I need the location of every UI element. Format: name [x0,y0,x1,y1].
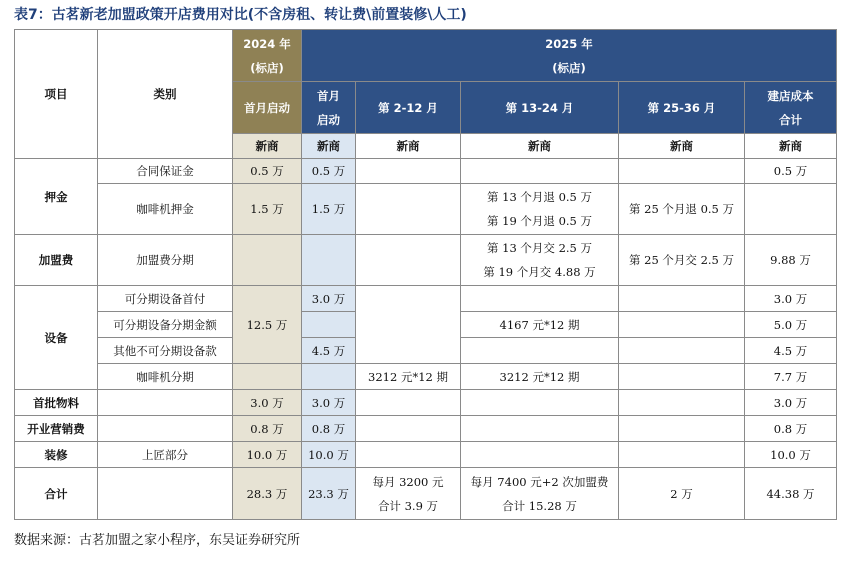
table-row [15,184,837,235]
group-marketing: 开业营销费 [15,416,98,442]
category-cell: 咖啡机押金 [98,184,233,235]
category-cell: 加盟费分期 [98,235,233,286]
new-merchant-label: 新商 [619,134,745,159]
header-2024-first-month: 首月启动 [233,82,302,134]
group-materials: 首批物料 [15,390,98,416]
value-cell: 3212 元*12 期 [356,364,461,390]
table-row [15,235,837,286]
value-cell: 2 万 [619,468,745,520]
header-item: 项目 [15,30,98,159]
header-first-month: 首月 启动 [302,82,356,134]
group-total: 合计 [15,468,98,520]
category-cell: 其他不可分期设备款 [98,338,233,364]
value-cell: 每月 7400 元+2 次加盟费 合计 15.28 万 [461,468,619,520]
header-month-2-12: 第 2-12 月 [356,82,461,134]
value-cell: 0.5 万 [233,159,302,184]
value-cell: 23.3 万 [302,468,356,520]
value-cell: 28.3 万 [233,468,302,520]
value-cell: 第 13 个月退 0.5 万 第 19 个月退 0.5 万 [461,184,619,235]
value-cell: 4.5 万 [745,338,837,364]
header-month-25-36: 第 25-36 月 [619,82,745,134]
value-cell: 10.0 万 [302,442,356,468]
value-cell: 9.88 万 [745,235,837,286]
table-row [15,286,837,312]
new-merchant-label: 新商 [745,134,837,159]
table-row [15,416,837,442]
value-cell: 第 25 个月退 0.5 万 [619,184,745,235]
table-row [15,468,837,520]
value-cell: 3.0 万 [302,286,356,312]
header-total-cost: 建店成本 合计 [745,82,837,134]
header-month-13-24: 第 13-24 月 [461,82,619,134]
value-cell: 1.5 万 [233,184,302,235]
group-equipment: 设备 [15,286,98,390]
header-category: 类别 [98,30,233,159]
value-cell: 10.0 万 [233,442,302,468]
group-decoration: 装修 [15,442,98,468]
table-row [15,390,837,416]
new-merchant-label: 新商 [356,134,461,159]
fee-comparison-table [14,29,837,520]
value-cell: 4.5 万 [302,338,356,364]
value-cell: 0.8 万 [302,416,356,442]
value-cell: 5.0 万 [745,312,837,338]
value-cell: 0.8 万 [745,416,837,442]
table-row [15,442,837,468]
category-cell: 可分期设备分期金额 [98,312,233,338]
value-cell: 每月 3200 元 合计 3.9 万 [356,468,461,520]
source-note: 数据来源：古茗加盟之家小程序，东吴证券研究所 [14,533,301,548]
value-cell: 第 25 个月交 2.5 万 [619,235,745,286]
value-cell: 0.5 万 [302,159,356,184]
value-cell: 0.5 万 [745,159,837,184]
header-2024: 2024 年 (标店) [233,30,302,82]
value-cell: 3.0 万 [302,390,356,416]
new-merchant-label: 新商 [461,134,619,159]
value-cell: 3212 元*12 期 [461,364,619,390]
table-row [15,364,837,390]
new-merchant-label: 新商 [302,134,356,159]
header-2025: 2025 年 (标店) [302,30,837,82]
new-merchant-label: 新商 [233,134,302,159]
category-cell: 可分期设备首付 [98,286,233,312]
category-cell: 咖啡机分期 [98,364,233,390]
value-cell: 1.5 万 [302,184,356,235]
value-cell: 7.7 万 [745,364,837,390]
value-cell: 3.0 万 [745,286,837,312]
value-cell: 第 13 个月交 2.5 万 第 19 个月交 4.88 万 [461,235,619,286]
table-title: 表7：古茗新老加盟政策开店费用对比(不含房租、转让费\前置装修\人工) [14,7,467,23]
value-cell: 10.0 万 [745,442,837,468]
value-cell: 3.0 万 [745,390,837,416]
table-row [15,159,837,184]
value-cell: 44.38 万 [745,468,837,520]
category-cell: 合同保证金 [98,159,233,184]
value-cell: 4167 元*12 期 [461,312,619,338]
value-cell: 12.5 万 [233,286,302,364]
value-cell: 3.0 万 [233,390,302,416]
value-cell: 0.8 万 [233,416,302,442]
group-deposit: 押金 [15,159,98,235]
group-franchise: 加盟费 [15,235,98,286]
category-cell: 上匠部分 [98,442,233,468]
